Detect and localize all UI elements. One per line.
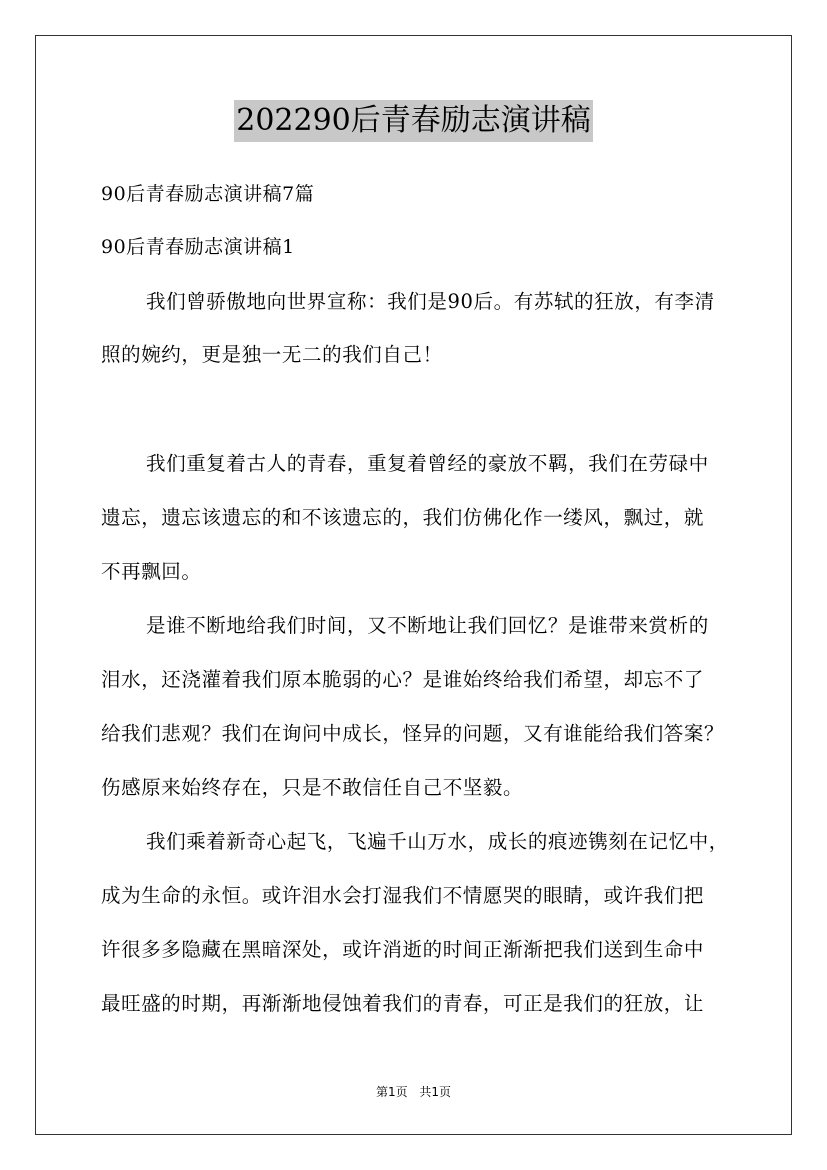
subtitle-line-2: 90后青春励志演讲稿1: [101, 236, 295, 258]
page-number: 第1页: [375, 1085, 408, 1099]
paragraph-4-line-4: 最旺盛的时期，再渐渐地侵蚀着我们的青春，可正是我们的狂放，让: [101, 992, 705, 1015]
subtitle-line-1: 90后青春励志演讲稿7篇: [101, 183, 315, 205]
paragraph-1-line-1: 我们曾骄傲地向世界宣称：我们是90后。有苏轼的狂放，有李清: [146, 290, 715, 313]
paragraph-2-line-3: 不再飘回。: [101, 560, 202, 583]
paragraph-3-line-2: 泪水，还浇灌着我们原本脆弱的心？是谁始终给我们希望，却忘不了: [101, 668, 705, 691]
paragraph-3-line-3: 给我们悲观？我们在询问中成长，怪异的问题，又有谁能给我们答案？: [101, 722, 725, 745]
paragraph-2-line-1: 我们重复着古人的青春，重复着曾经的豪放不羁，我们在劳碌中: [146, 452, 709, 475]
page-footer: [0, 1084, 827, 1100]
paragraph-4-line-1: 我们乘着新奇心起飞，飞遍千山万水，成长的痕迹镌刻在记忆中，: [146, 830, 729, 853]
paragraph-1-line-2: 照的婉约，更是独一无二的我们自己！: [101, 343, 443, 366]
paragraph-4-line-3: 许很多多隐藏在黑暗深处，或许消逝的时间正渐渐把我们送到生命中: [101, 938, 705, 961]
paragraph-4-line-2: 成为生命的永恒。或许泪水会打湿我们不情愿哭的眼睛，或许我们把: [101, 884, 705, 907]
title-container: [0, 100, 827, 142]
document-title: 202290后青春励志演讲稿: [234, 100, 593, 142]
page-total: 共1页: [419, 1085, 452, 1099]
paragraph-2-line-2: 遗忘，遗忘该遗忘的和不该遗忘的，我们仿佛化作一缕风，飘过，就: [101, 506, 705, 529]
paragraph-3-line-4: 伤感原来始终存在，只是不敢信任自己不坚毅。: [101, 776, 524, 799]
paragraph-3-line-1: 是谁不断地给我们时间，又不断地让我们回忆？是谁带来赏析的: [146, 614, 709, 637]
